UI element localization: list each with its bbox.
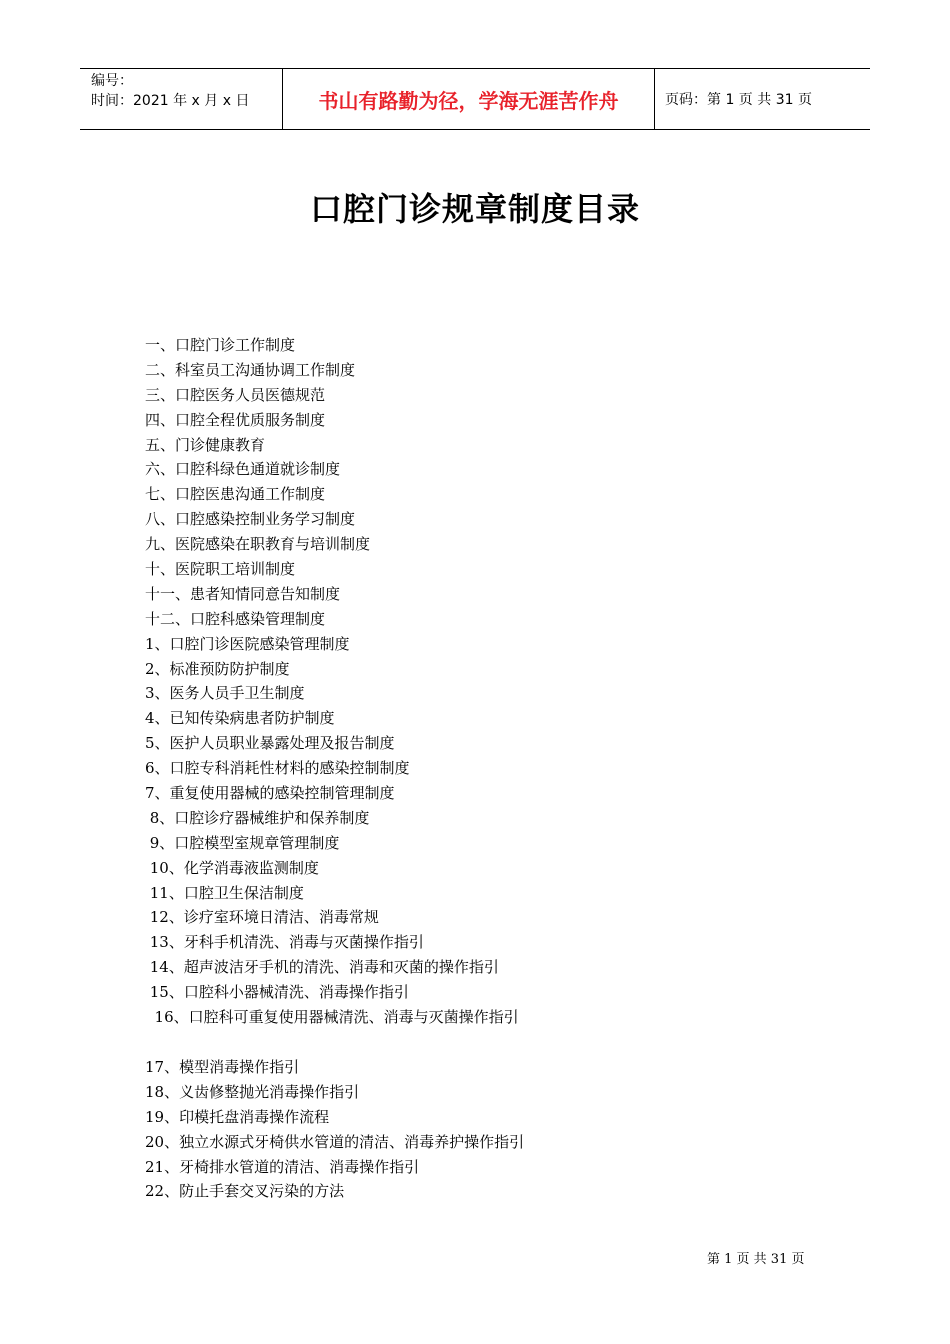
toc-item: 11、口腔卫生保洁制度 bbox=[145, 883, 304, 902]
toc-item: 6、口腔专科消耗性材料的感染控制制度 bbox=[145, 759, 410, 778]
toc-item: 9、口腔模型室规章管理制度 bbox=[145, 833, 340, 852]
page-header bbox=[80, 68, 870, 130]
table-of-contents bbox=[145, 333, 524, 1204]
date-label: 时间：2021 年 x 月 x 日 bbox=[91, 93, 250, 109]
toc-item: 一、口腔门诊工作制度 bbox=[145, 336, 296, 354]
document-title: 口腔门诊规章制度目录 bbox=[309, 190, 640, 228]
toc-item: 16、口腔科可重复使用器械清洗、消毒与灭菌操作指引 bbox=[145, 1008, 519, 1027]
toc-item: 7、重复使用器械的感染控制管理制度 bbox=[145, 784, 395, 803]
header-page-label: 页码：第 1 页 共 31 页 bbox=[665, 92, 812, 108]
toc-item: 14、超声波洁牙手机的清洗、消毒和灭菌的操作指引 bbox=[145, 958, 499, 977]
toc-item: 4、已知传染病患者防护制度 bbox=[145, 709, 335, 728]
toc-item: 12、诊疗室环境日清洁、消毒常规 bbox=[145, 908, 379, 927]
toc-item: 8、口腔诊疗器械维护和保养制度 bbox=[145, 808, 370, 827]
toc-item: 15、口腔科小器械清洗、消毒操作指引 bbox=[145, 983, 409, 1002]
header-meta bbox=[80, 69, 282, 129]
toc-item: 四、口腔全程优质服务制度 bbox=[145, 410, 326, 429]
toc-item: 22、防止手套交叉污染的方法 bbox=[145, 1182, 345, 1201]
toc-item: 21、牙椅排水管道的清洁、消毒操作指引 bbox=[145, 1157, 420, 1176]
toc-item: 二、科室员工沟通协调工作制度 bbox=[145, 360, 356, 379]
header-motto: 书山有路勤为径，学海无涯苦作舟 bbox=[282, 69, 655, 129]
number-label: 编号： bbox=[91, 73, 133, 89]
toc-item: 六、口腔科绿色通道就诊制度 bbox=[145, 460, 341, 479]
toc-item: 九、医院感染在职教育与培训制度 bbox=[145, 535, 371, 554]
toc-item: 3、医务人员手卫生制度 bbox=[145, 684, 305, 703]
toc-item: 五、门诊健康教育 bbox=[145, 435, 266, 454]
toc-item: 10、化学消毒液监测制度 bbox=[145, 858, 319, 877]
toc-item: 八、口腔感染控制业务学习制度 bbox=[145, 510, 356, 529]
toc-item: 十二、口腔科感染管理制度 bbox=[145, 609, 326, 628]
toc-item: 1、口腔门诊医院感染管理制度 bbox=[145, 634, 350, 653]
toc-item: 2、标准预防防护制度 bbox=[145, 659, 290, 678]
toc-item: 十一、患者知情同意告知制度 bbox=[145, 584, 341, 603]
toc-item: 19、印模托盘消毒操作流程 bbox=[145, 1107, 330, 1126]
toc-item: 20、独立水源式牙椅供水管道的清洁、消毒养护操作指引 bbox=[145, 1132, 525, 1151]
toc-item: 十、医院职工培训制度 bbox=[145, 560, 296, 579]
toc-item: 17、模型消毒操作指引 bbox=[145, 1057, 300, 1076]
toc-item: 七、口腔医患沟通工作制度 bbox=[145, 485, 326, 504]
toc-item: 5、医护人员职业暴露处理及报告制度 bbox=[145, 734, 395, 753]
toc-item: 18、义齿修整抛光消毒操作指引 bbox=[145, 1082, 360, 1101]
toc-item: 13、牙科手机清洗、消毒与灭菌操作指引 bbox=[145, 933, 424, 952]
page-footer: 第 1 页 共 31 页 bbox=[707, 1252, 805, 1267]
toc-item: 三、口腔医务人员医德规范 bbox=[145, 385, 326, 404]
